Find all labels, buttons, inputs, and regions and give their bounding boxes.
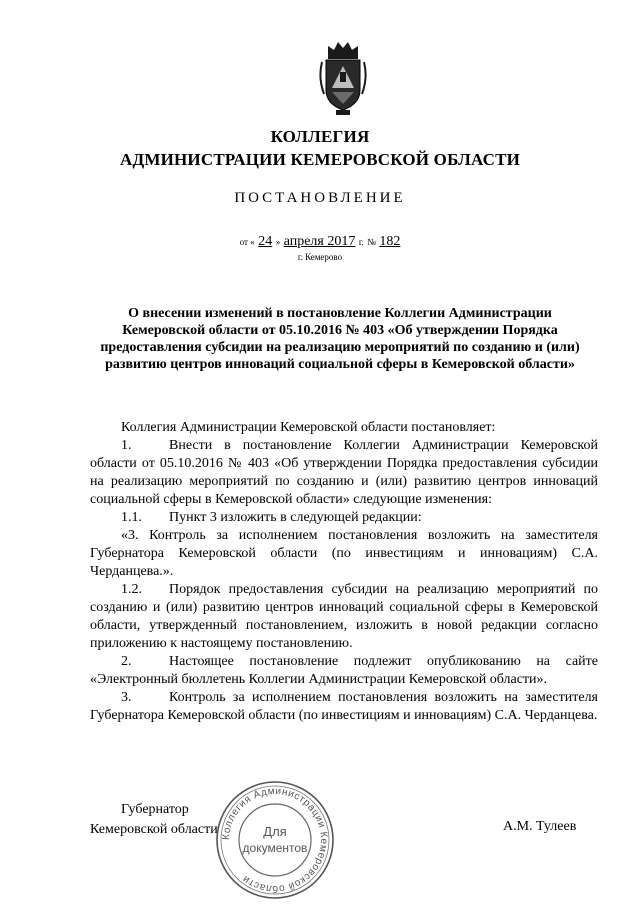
quoted-paragraph — [90, 527, 598, 581]
paragraph-text: Настоящее постановление подлежит опубликованию на сайте «Электронный бюллетень Коллегии Администрации Кемеровской области». — [90, 654, 598, 687]
document-subject: О внесении изменений в постановление Коллегии Администрации Кемеровской области от 05.10.2016 № 403 «Об утверждении Порядка предоставления субсидии на реализацию мероприятий по созданию и (или) развитию центров инноваций социальной сферы в Кемеровской области» — [100, 306, 580, 372]
paragraph-text: Внести в постановление Коллегии Администрации Кемеровской области от 05.10.2016 № 403 «Об утверждении Порядка предоставления субсидии на реализацию мероприятий по созданию и (или) развитию центров инноваций социальной сферы в Кемеровской области» следующие изменения: — [90, 438, 598, 507]
intro-paragraph — [90, 419, 598, 437]
signatory-name: А.М. Тулеев — [503, 819, 577, 834]
paragraph-1 — [90, 437, 598, 509]
number-label: № — [367, 237, 376, 247]
paragraph-1-2 — [90, 581, 598, 653]
signature-title — [90, 800, 218, 840]
paragraph-number: 1.2. — [121, 582, 142, 597]
document-number: 182 — [379, 234, 401, 249]
date-prefix: от « — [239, 237, 255, 247]
city: г. Кемерово — [297, 252, 343, 262]
stamp-center-line1: Для — [263, 824, 287, 839]
paragraph-2 — [90, 653, 598, 689]
signature-title-line2: Кемеровской области — [90, 822, 218, 837]
document-type: ПОСТАНОВЛЕНИЕ — [234, 190, 406, 206]
intro-text: Коллегия Администрации Кемеровской области постановляет: — [121, 420, 496, 435]
paragraph-number: 2. — [121, 654, 132, 669]
paragraph-text: Контроль за исполнением постановления возложить на заместителя Губернатора Кемеровской области (по инвестициям и инновациям) С.А. Черданцева. — [90, 690, 598, 723]
date-month-year: апреля 2017 — [283, 234, 356, 249]
official-stamp — [213, 778, 337, 902]
paragraph-text: Порядок предоставления субсидии на реализацию мероприятий по созданию и (или) развитию центров инноваций социальной сферы в Кемеровской области, утвержденный постановлением, изложить в новой редакции согласно приложению к настоящему постановлению. — [90, 582, 598, 651]
paragraph-number: 1. — [121, 438, 132, 453]
stamp-center-line2: документов — [242, 841, 308, 855]
document-body — [90, 419, 598, 725]
paragraph-text: Пункт 3 изложить в следующей редакции: — [169, 510, 422, 525]
paragraph-number: 1.1. — [121, 510, 142, 525]
org-title-line1: КОЛЛЕГИЯ — [270, 127, 370, 146]
paragraph-3 — [90, 689, 598, 725]
stamp-ring-text: Коллегия Администрации Кемеровской области — [220, 785, 330, 895]
date-year-suffix: г. — [358, 237, 364, 247]
coat-of-arms-emblem — [318, 38, 368, 118]
signature-title-line1: Губернатор — [121, 802, 189, 817]
date-number-line — [0, 234, 640, 250]
date-mid: » — [275, 237, 281, 247]
org-title-line2: АДМИНИСТРАЦИИ КЕМЕРОВСКОЙ ОБЛАСТИ — [119, 150, 521, 169]
paragraph-1-1 — [90, 509, 598, 527]
date-day: 24 — [258, 234, 273, 249]
paragraph-text: «3. Контроль за исполнением постановления возложить на заместителя Губернатора Кемеровской области (по инвестициям и инновациям) С.А. Черданцева.». — [90, 528, 598, 579]
paragraph-number: 3. — [121, 690, 132, 705]
